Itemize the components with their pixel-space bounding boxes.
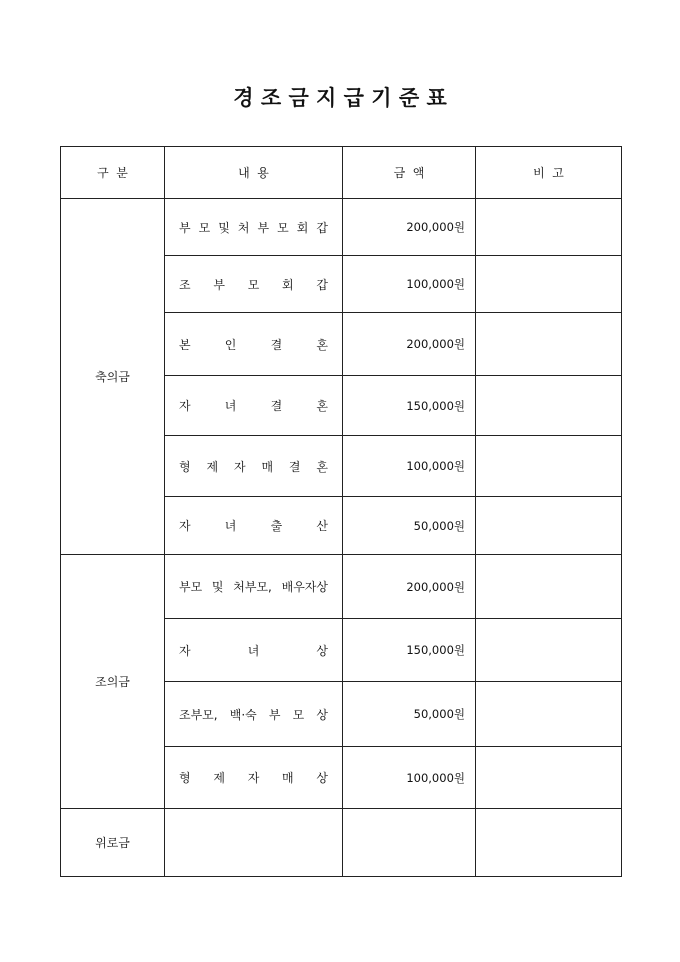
amount-cell: 50,000원 [343, 682, 476, 747]
amount-cell [343, 809, 476, 877]
amount-cell: 150,000원 [343, 376, 476, 436]
amount-cell: 100,000원 [343, 436, 476, 497]
header-category: 구 분 [61, 147, 165, 199]
category-congratulation: 축의금 [61, 199, 165, 555]
category-consolation: 위로금 [61, 809, 165, 877]
header-amount: 금 액 [343, 147, 476, 199]
content-cell: 조부모, 백·숙 부 모 상 [165, 682, 343, 747]
note-cell [476, 256, 622, 313]
header-note: 비 고 [476, 147, 622, 199]
note-cell [476, 555, 622, 619]
amount-cell: 100,000원 [343, 747, 476, 809]
header-content: 내 용 [165, 147, 343, 199]
table-row [61, 809, 622, 877]
note-cell [476, 313, 622, 376]
amount-cell: 200,000원 [343, 313, 476, 376]
note-cell [476, 436, 622, 497]
note-cell [476, 682, 622, 747]
content-cell: 부모 및 처부모, 배우자상 [165, 555, 343, 619]
note-cell [476, 809, 622, 877]
amount-cell: 200,000원 [343, 199, 476, 256]
content-cell: 자 녀 상 [165, 619, 343, 682]
amount-cell: 200,000원 [343, 555, 476, 619]
category-condolence: 조의금 [61, 555, 165, 809]
header-row [61, 147, 622, 199]
payment-standard-table [60, 146, 622, 877]
note-cell [476, 376, 622, 436]
content-cell: 자 녀 출 산 [165, 497, 343, 555]
content-cell: 부 모 및 처 부 모 회 갑 [165, 199, 343, 256]
amount-cell: 100,000원 [343, 256, 476, 313]
content-cell: 형 제 자 매 결 혼 [165, 436, 343, 497]
content-cell: 자 녀 결 혼 [165, 376, 343, 436]
amount-cell: 50,000원 [343, 497, 476, 555]
content-cell: 형 제 자 매 상 [165, 747, 343, 809]
content-cell [165, 809, 343, 877]
note-cell [476, 199, 622, 256]
content-cell: 본 인 결 혼 [165, 313, 343, 376]
note-cell [476, 747, 622, 809]
amount-cell: 150,000원 [343, 619, 476, 682]
table-row [61, 199, 622, 256]
note-cell [476, 497, 622, 555]
table-row [61, 555, 622, 619]
content-cell: 조 부 모 회 갑 [165, 256, 343, 313]
note-cell [476, 619, 622, 682]
page-title: 경 조 금 지 급 기 준 표 [233, 85, 447, 110]
